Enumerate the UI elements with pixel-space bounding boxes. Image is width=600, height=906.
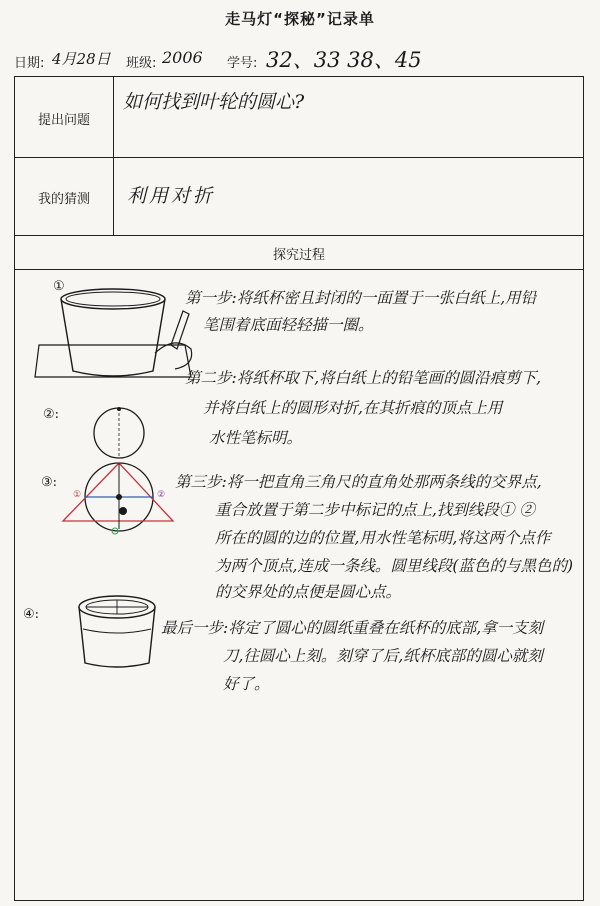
page-title: 走马灯“探秘”记录单 <box>225 10 375 28</box>
step-4-line-3: 好了。 <box>223 675 270 693</box>
class-label: 班级: <box>126 56 157 71</box>
marker-2-label: ② <box>157 490 166 500</box>
step-number: ③: <box>41 475 58 490</box>
step-1-line-1: 第一步:将纸杯密且封闭的一面置于一张白纸上,用铅 <box>185 289 537 307</box>
step-2-line-3: 水性笔标明。 <box>209 429 303 447</box>
marker-1-label: ① <box>73 490 82 500</box>
guess-label: 我的猜测 <box>37 192 90 207</box>
row-divider <box>15 157 583 158</box>
step-3-line-3: 所在的圆的边的位置,用水性笔标明,将这两个点作 <box>215 529 551 547</box>
step-number: ④: <box>23 607 40 622</box>
step-2-line-2: 并将白纸上的圆形对折,在其折痕的顶点上用 <box>203 399 503 417</box>
step-number: ① <box>53 279 65 294</box>
record-table <box>14 76 584 901</box>
process-title: 探究过程 <box>272 248 325 263</box>
paper-cup-on-paper-sketch <box>35 287 195 387</box>
step-4-line-2: 刀,往圆心上刻。刻穿了后,纸杯底部的圆心就刻 <box>223 647 543 665</box>
triangle-ruler-in-circle-sketch <box>63 459 173 539</box>
row-divider <box>15 235 583 236</box>
step-4-line-1: 最后一步:将定了圆心的圆纸重叠在纸杯的底部,拿一支刻 <box>161 619 544 637</box>
student-value: 32、33 38、45 <box>266 48 422 72</box>
student-label: 学号: <box>227 56 258 71</box>
step-2-line-1: 第二步:将纸杯取下,将白纸上的铅笔画的圆沿痕剪下, <box>185 369 542 387</box>
step-1-line-2: 笔围着底面轻轻描一圈。 <box>203 316 374 334</box>
step-3-line-5: 的交界处的点便是圆心点。 <box>215 583 402 601</box>
question-answer: 如何找到叶轮的圆心? <box>123 91 305 113</box>
guess-answer: 利用对折 <box>127 185 216 207</box>
column-divider <box>113 77 114 235</box>
cup-with-center-mark-sketch <box>73 593 163 673</box>
class-value: 2006 <box>162 48 203 67</box>
header-info <box>14 46 584 74</box>
question-label: 提出问题 <box>37 113 90 128</box>
step-3-line-2: 重合放置于第二步中标记的点上,找到线段① ② <box>215 501 535 519</box>
date-label: 日期: <box>14 56 45 71</box>
folded-circle-sketch <box>89 405 149 465</box>
step-3-line-1: 第三步:将一把直角三角尺的直角处那两条线的交界点, <box>175 473 542 491</box>
step-number: ②: <box>43 407 60 422</box>
step-3-line-4: 为两个顶点,连成一条线。圆里线段(蓝色的与黑色的) <box>215 557 574 575</box>
row-divider <box>15 269 583 270</box>
date-value: 4月28日 <box>52 50 111 68</box>
